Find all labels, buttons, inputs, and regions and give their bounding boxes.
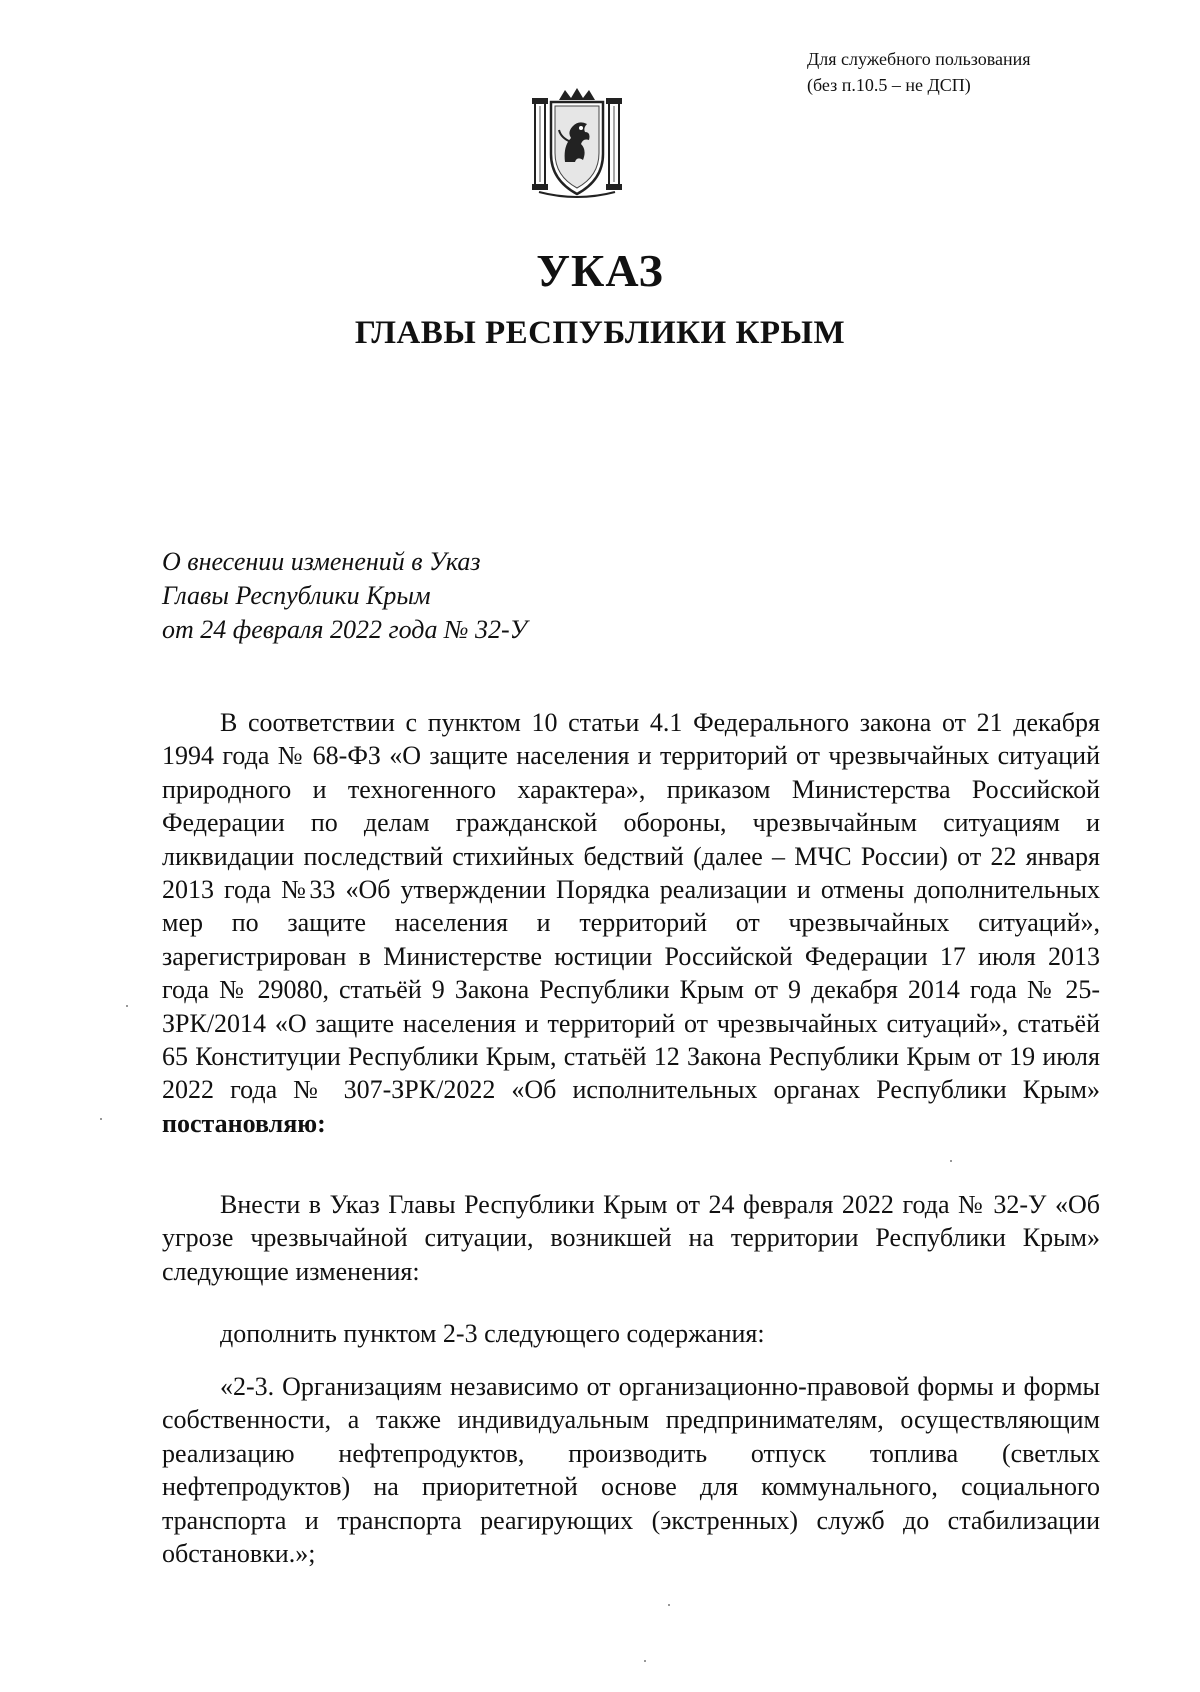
scan-speck xyxy=(100,1118,102,1120)
document-title: УКАЗ xyxy=(536,245,664,296)
classification-line-1: Для служебного пользования xyxy=(807,49,1031,69)
classification-stamp xyxy=(807,46,1031,98)
scan-speck xyxy=(126,1005,128,1007)
preamble-text: В соответствии с пунктом 10 статьи 4.1 Федерального закона от 21 декабря 1994 года № 68-ФЗ «О защите населения и территорий от чрезвычайных ситуаций природного и техногенного характера», приказом Министерства Российской Федерации по делам гражданской обороны, чрезвычайным ситуациям и ликвидации последствий стихийных бедствий (далее – МЧС России) от 22 января 2013 года №33 «Об утверждении Порядка реализации и отмены дополнительных мер по защите населения и территорий от чрезвычайных ситуаций», зарегистрирован в Министерстве юстиции Российской Федерации 17 июля 2013 года № 29080, статьёй 9 Закона Республики Крым от 9 декабря 2014 года № 25-ЗРК/2014 «О защите населения и территорий от чрезвычайных ситуаций», статьёй 65 Конституции Республики Крым, статьёй 12 Закона Республики Крым от 19 июля 2022 года № 307-ЗРК/2022 «Об исполнительных органах Республики Крым» xyxy=(162,708,1100,1105)
paragraph-amendment-intro: Внести в Указ Главы Республики Крым от 24 февраля 2022 года № 32-У «Об угрозе чрезвычайной ситуации, возникшей на территории Республики Крым» следующие изменения: xyxy=(162,1190,1100,1286)
document-subject xyxy=(162,545,527,647)
subject-line-1: О внесении изменений в Указ xyxy=(162,547,481,576)
scan-speck xyxy=(668,1604,670,1606)
document-subtitle: ГЛАВЫ РЕСПУБЛИКИ КРЫМ xyxy=(354,315,846,351)
paragraph-clause-2-3: «2-3. Организациям независимо от организационно-правовой формы и формы собственности, а также индивидуальным предпринимателям, осуществляющим реализацию нефтепродуктов, производить отпуск топлива (светлых нефтепродуктов) на приоритетной основе для коммунального, социального транспорта и транспорта реагирующих (экстренных) служб до стабилизации обстановки.»; xyxy=(162,1372,1100,1569)
subject-line-2: Главы Республики Крым xyxy=(162,581,431,610)
scan-speck xyxy=(950,1160,952,1162)
subject-line-3: от 24 февраля 2022 года № 32-У xyxy=(162,615,528,644)
crimea-coat-of-arms-icon xyxy=(531,88,623,200)
paragraph-preamble xyxy=(162,706,1100,1140)
preamble-decree-word: постановляю: xyxy=(162,1108,326,1138)
paragraph-add-clause: дополнить пунктом 2-3 следующего содержания: xyxy=(220,1319,765,1348)
classification-line-2: (без п.10.5 – не ДСП) xyxy=(807,75,971,95)
scan-speck xyxy=(644,1660,646,1662)
